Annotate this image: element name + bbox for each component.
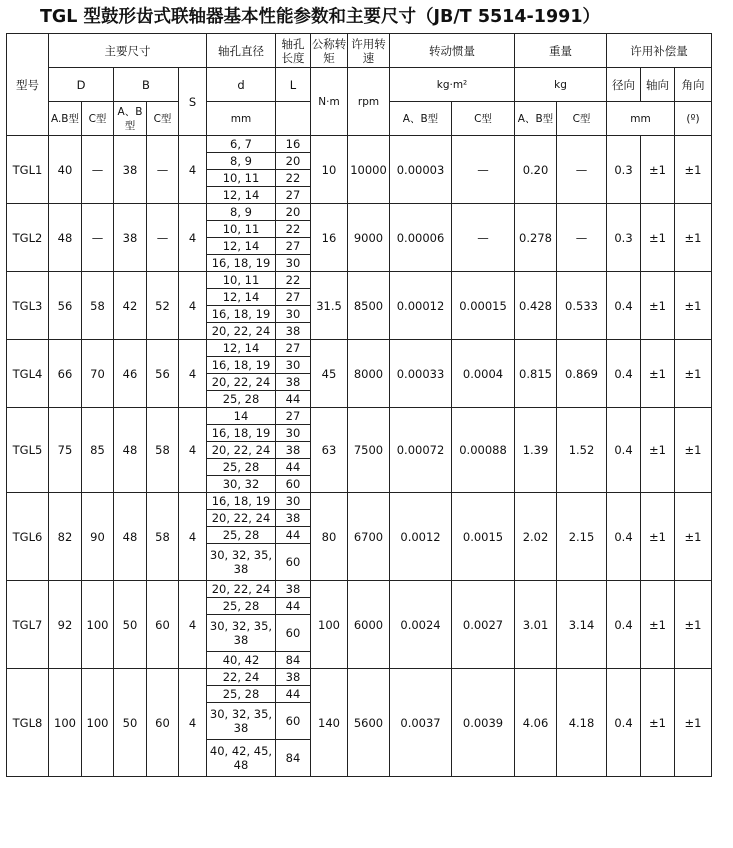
header-model: 型号 [7, 34, 49, 136]
cell-bore-d: 25, 28 [207, 527, 276, 544]
header-L: L [276, 68, 311, 102]
header-bore-len: 轴孔长度 [276, 34, 311, 68]
cell-weight-c: 0.869 [557, 340, 607, 408]
cell-radial: 0.3 [607, 204, 641, 272]
cell-radial: 0.3 [607, 136, 641, 204]
header-B: B [114, 68, 179, 102]
cell-bore-L: 38 [276, 374, 311, 391]
cell-angular: ±1 [675, 581, 712, 669]
cell-bore-d: 16, 18, 19 [207, 493, 276, 510]
cell-radial: 0.4 [607, 581, 641, 669]
cell-weight-ab: 0.20 [515, 136, 557, 204]
cell-bore-L: 60 [276, 544, 311, 581]
header-d-unit: mm [207, 102, 276, 136]
cell-speed: 9000 [348, 204, 390, 272]
cell-bore-d: 20, 22, 24 [207, 323, 276, 340]
cell-bore-d: 22, 24 [207, 669, 276, 686]
cell-B-c: 52 [147, 272, 179, 340]
header-torque-unit: N·m [311, 68, 348, 136]
cell-weight-c: 0.533 [557, 272, 607, 340]
header-S: S [179, 68, 207, 136]
cell-bore-L: 27 [276, 289, 311, 306]
cell-B-ab: 38 [114, 204, 147, 272]
cell-radial: 0.4 [607, 272, 641, 340]
header-radial: 径向 [607, 68, 641, 102]
cell-model: TGL6 [7, 493, 49, 581]
cell-B-c: 58 [147, 408, 179, 493]
cell-bore-L: 84 [276, 740, 311, 777]
cell-B-c: 60 [147, 581, 179, 669]
header-weight-c: C型 [557, 102, 607, 136]
header-torque: 公称转矩 [311, 34, 348, 68]
cell-S: 4 [179, 136, 207, 204]
cell-axial: ±1 [641, 581, 675, 669]
cell-bore-d: 25, 28 [207, 391, 276, 408]
cell-weight-c: — [557, 136, 607, 204]
cell-bore-d: 25, 28 [207, 686, 276, 703]
cell-B-c: — [147, 136, 179, 204]
cell-D-c: 100 [82, 669, 114, 777]
cell-torque: 10 [311, 136, 348, 204]
page-title: TGL 型鼓形齿式联轴器基本性能参数和主要尺寸（JB/T 5514-1991） [40, 7, 600, 27]
cell-torque: 100 [311, 581, 348, 669]
header-inertia-unit: kg·m² [390, 68, 515, 102]
cell-bore-d: 12, 14 [207, 238, 276, 255]
table-body [7, 136, 712, 777]
cell-bore-d: 16, 18, 19 [207, 357, 276, 374]
cell-model: TGL5 [7, 408, 49, 493]
cell-bore-d: 12, 14 [207, 187, 276, 204]
cell-B-ab: 48 [114, 408, 147, 493]
cell-bore-d: 20, 22, 24 [207, 581, 276, 598]
cell-angular: ±1 [675, 408, 712, 493]
cell-bore-L: 30 [276, 493, 311, 510]
header-D-c: C型 [82, 102, 114, 136]
table-row [7, 669, 712, 686]
cell-bore-L: 38 [276, 442, 311, 459]
header-D-ab: A.B型 [49, 102, 82, 136]
cell-bore-d: 16, 18, 19 [207, 255, 276, 272]
header-speed-unit: rpm [348, 68, 390, 136]
cell-axial: ±1 [641, 340, 675, 408]
cell-bore-L: 44 [276, 391, 311, 408]
table-header [7, 34, 712, 136]
header-comp-deg: (º) [675, 102, 712, 136]
cell-inertia-ab: 0.00003 [390, 136, 452, 204]
cell-weight-ab: 1.39 [515, 408, 557, 493]
cell-model: TGL8 [7, 669, 49, 777]
header-bore-dia: 轴孔直径 [207, 34, 276, 68]
cell-bore-L: 60 [276, 476, 311, 493]
cell-bore-d: 16, 18, 19 [207, 306, 276, 323]
cell-bore-L: 38 [276, 510, 311, 527]
cell-speed: 6000 [348, 581, 390, 669]
cell-speed: 10000 [348, 136, 390, 204]
header-inertia: 转动惯量 [390, 34, 515, 68]
cell-bore-d: 16, 18, 19 [207, 425, 276, 442]
cell-inertia-ab: 0.0037 [390, 669, 452, 777]
cell-axial: ±1 [641, 136, 675, 204]
cell-D-c: — [82, 136, 114, 204]
cell-D-c: 100 [82, 581, 114, 669]
cell-bore-d: 20, 22, 24 [207, 374, 276, 391]
cell-B-ab: 50 [114, 669, 147, 777]
cell-inertia-c: 0.0004 [452, 340, 515, 408]
cell-B-c: 60 [147, 669, 179, 777]
cell-angular: ±1 [675, 136, 712, 204]
cell-bore-d: 25, 28 [207, 598, 276, 615]
cell-bore-L: 20 [276, 153, 311, 170]
cell-inertia-c: 0.0039 [452, 669, 515, 777]
cell-axial: ±1 [641, 493, 675, 581]
cell-bore-d: 30, 32 [207, 476, 276, 493]
cell-axial: ±1 [641, 669, 675, 777]
cell-inertia-c: — [452, 204, 515, 272]
cell-weight-ab: 0.428 [515, 272, 557, 340]
header-B-ab: A、B型 [114, 102, 147, 136]
cell-speed: 8500 [348, 272, 390, 340]
cell-bore-L: 60 [276, 615, 311, 652]
cell-bore-L: 38 [276, 669, 311, 686]
cell-weight-c: — [557, 204, 607, 272]
cell-torque: 16 [311, 204, 348, 272]
cell-weight-c: 3.14 [557, 581, 607, 669]
cell-bore-L: 30 [276, 357, 311, 374]
cell-S: 4 [179, 669, 207, 777]
cell-bore-L: 22 [276, 170, 311, 187]
cell-bore-L: 30 [276, 255, 311, 272]
header-weight: 重量 [515, 34, 607, 68]
cell-speed: 6700 [348, 493, 390, 581]
cell-D-ab: 100 [49, 669, 82, 777]
header-speed: 许用转速 [348, 34, 390, 68]
cell-angular: ±1 [675, 669, 712, 777]
cell-bore-L: 84 [276, 652, 311, 669]
header-d: d [207, 68, 276, 102]
cell-bore-d: 20, 22, 24 [207, 510, 276, 527]
cell-bore-d: 14 [207, 408, 276, 425]
cell-speed: 8000 [348, 340, 390, 408]
cell-inertia-ab: 0.00033 [390, 340, 452, 408]
cell-radial: 0.4 [607, 493, 641, 581]
cell-angular: ±1 [675, 493, 712, 581]
cell-B-c: 56 [147, 340, 179, 408]
cell-bore-L: 60 [276, 703, 311, 740]
cell-weight-ab: 0.278 [515, 204, 557, 272]
cell-weight-ab: 2.02 [515, 493, 557, 581]
spec-table [6, 33, 712, 777]
cell-angular: ±1 [675, 204, 712, 272]
cell-radial: 0.4 [607, 669, 641, 777]
cell-model: TGL7 [7, 581, 49, 669]
cell-bore-L: 38 [276, 323, 311, 340]
cell-torque: 80 [311, 493, 348, 581]
cell-torque: 45 [311, 340, 348, 408]
cell-speed: 7500 [348, 408, 390, 493]
cell-bore-d: 12, 14 [207, 340, 276, 357]
cell-bore-L: 44 [276, 527, 311, 544]
cell-B-c: — [147, 204, 179, 272]
cell-radial: 0.4 [607, 340, 641, 408]
cell-bore-d: 20, 22, 24 [207, 442, 276, 459]
cell-D-ab: 56 [49, 272, 82, 340]
cell-D-ab: 92 [49, 581, 82, 669]
cell-bore-d: 8, 9 [207, 204, 276, 221]
cell-bore-L: 16 [276, 136, 311, 153]
table-row [7, 136, 712, 153]
cell-weight-ab: 3.01 [515, 581, 557, 669]
cell-weight-c: 2.15 [557, 493, 607, 581]
cell-torque: 140 [311, 669, 348, 777]
cell-bore-L: 27 [276, 187, 311, 204]
cell-axial: ±1 [641, 408, 675, 493]
table-row [7, 493, 712, 510]
cell-weight-c: 1.52 [557, 408, 607, 493]
cell-bore-d: 30, 32, 35, 38 [207, 615, 276, 652]
cell-bore-d: 30, 32, 35, 38 [207, 703, 276, 740]
cell-inertia-ab: 0.00072 [390, 408, 452, 493]
cell-inertia-ab: 0.00006 [390, 204, 452, 272]
header-inertia-ab: A、B型 [390, 102, 452, 136]
cell-model: TGL2 [7, 204, 49, 272]
cell-S: 4 [179, 581, 207, 669]
table-row [7, 272, 712, 289]
header-axial: 轴向 [641, 68, 675, 102]
cell-bore-d: 40, 42 [207, 652, 276, 669]
header-weight-unit: kg [515, 68, 607, 102]
cell-inertia-ab: 0.00012 [390, 272, 452, 340]
cell-B-c: 58 [147, 493, 179, 581]
cell-radial: 0.4 [607, 408, 641, 493]
cell-weight-ab: 4.06 [515, 669, 557, 777]
cell-S: 4 [179, 408, 207, 493]
table-row [7, 581, 712, 598]
header-comp-mm: mm [607, 102, 675, 136]
cell-D-c: 58 [82, 272, 114, 340]
header-main-dims: 主要尺寸 [49, 34, 207, 68]
cell-bore-d: 6, 7 [207, 136, 276, 153]
cell-B-ab: 42 [114, 272, 147, 340]
table-row [7, 408, 712, 425]
cell-inertia-c: — [452, 136, 515, 204]
cell-bore-L: 20 [276, 204, 311, 221]
cell-speed: 5600 [348, 669, 390, 777]
cell-bore-L: 44 [276, 598, 311, 615]
cell-D-ab: 82 [49, 493, 82, 581]
cell-bore-d: 25, 28 [207, 459, 276, 476]
table-row [7, 204, 712, 221]
cell-inertia-ab: 0.0024 [390, 581, 452, 669]
cell-model: TGL4 [7, 340, 49, 408]
cell-bore-L: 30 [276, 306, 311, 323]
cell-bore-d: 10, 11 [207, 272, 276, 289]
cell-inertia-c: 0.00088 [452, 408, 515, 493]
cell-bore-L: 27 [276, 238, 311, 255]
header-compensation: 许用补偿量 [607, 34, 712, 68]
cell-angular: ±1 [675, 272, 712, 340]
cell-bore-L: 22 [276, 221, 311, 238]
cell-D-ab: 40 [49, 136, 82, 204]
cell-D-ab: 75 [49, 408, 82, 493]
cell-inertia-c: 0.0027 [452, 581, 515, 669]
cell-bore-d: 10, 11 [207, 170, 276, 187]
cell-bore-L: 44 [276, 459, 311, 476]
cell-bore-L: 38 [276, 581, 311, 598]
cell-model: TGL1 [7, 136, 49, 204]
cell-model: TGL3 [7, 272, 49, 340]
table-row [7, 340, 712, 357]
cell-bore-d: 30, 32, 35, 38 [207, 544, 276, 581]
cell-bore-L: 30 [276, 425, 311, 442]
cell-weight-c: 4.18 [557, 669, 607, 777]
cell-bore-d: 10, 11 [207, 221, 276, 238]
cell-axial: ±1 [641, 272, 675, 340]
cell-inertia-c: 0.00015 [452, 272, 515, 340]
cell-D-c: — [82, 204, 114, 272]
cell-bore-d: 40, 42, 45, 48 [207, 740, 276, 777]
cell-bore-L: 22 [276, 272, 311, 289]
cell-D-ab: 48 [49, 204, 82, 272]
cell-bore-d: 12, 14 [207, 289, 276, 306]
header-angular: 角向 [675, 68, 712, 102]
cell-inertia-c: 0.0015 [452, 493, 515, 581]
cell-angular: ±1 [675, 340, 712, 408]
header-B-c: C型 [147, 102, 179, 136]
cell-B-ab: 46 [114, 340, 147, 408]
header-inertia-c: C型 [452, 102, 515, 136]
cell-B-ab: 48 [114, 493, 147, 581]
cell-S: 4 [179, 204, 207, 272]
cell-B-ab: 50 [114, 581, 147, 669]
cell-S: 4 [179, 272, 207, 340]
cell-bore-L: 27 [276, 340, 311, 357]
cell-weight-ab: 0.815 [515, 340, 557, 408]
cell-bore-L: 27 [276, 408, 311, 425]
cell-D-ab: 66 [49, 340, 82, 408]
cell-D-c: 85 [82, 408, 114, 493]
header-L-unit [276, 102, 311, 136]
cell-inertia-ab: 0.0012 [390, 493, 452, 581]
cell-S: 4 [179, 340, 207, 408]
cell-bore-d: 8, 9 [207, 153, 276, 170]
cell-bore-L: 44 [276, 686, 311, 703]
cell-axial: ±1 [641, 204, 675, 272]
cell-B-ab: 38 [114, 136, 147, 204]
cell-D-c: 70 [82, 340, 114, 408]
header-D: D [49, 68, 114, 102]
cell-S: 4 [179, 493, 207, 581]
cell-D-c: 90 [82, 493, 114, 581]
cell-torque: 31.5 [311, 272, 348, 340]
cell-torque: 63 [311, 408, 348, 493]
header-weight-ab: A、B型 [515, 102, 557, 136]
